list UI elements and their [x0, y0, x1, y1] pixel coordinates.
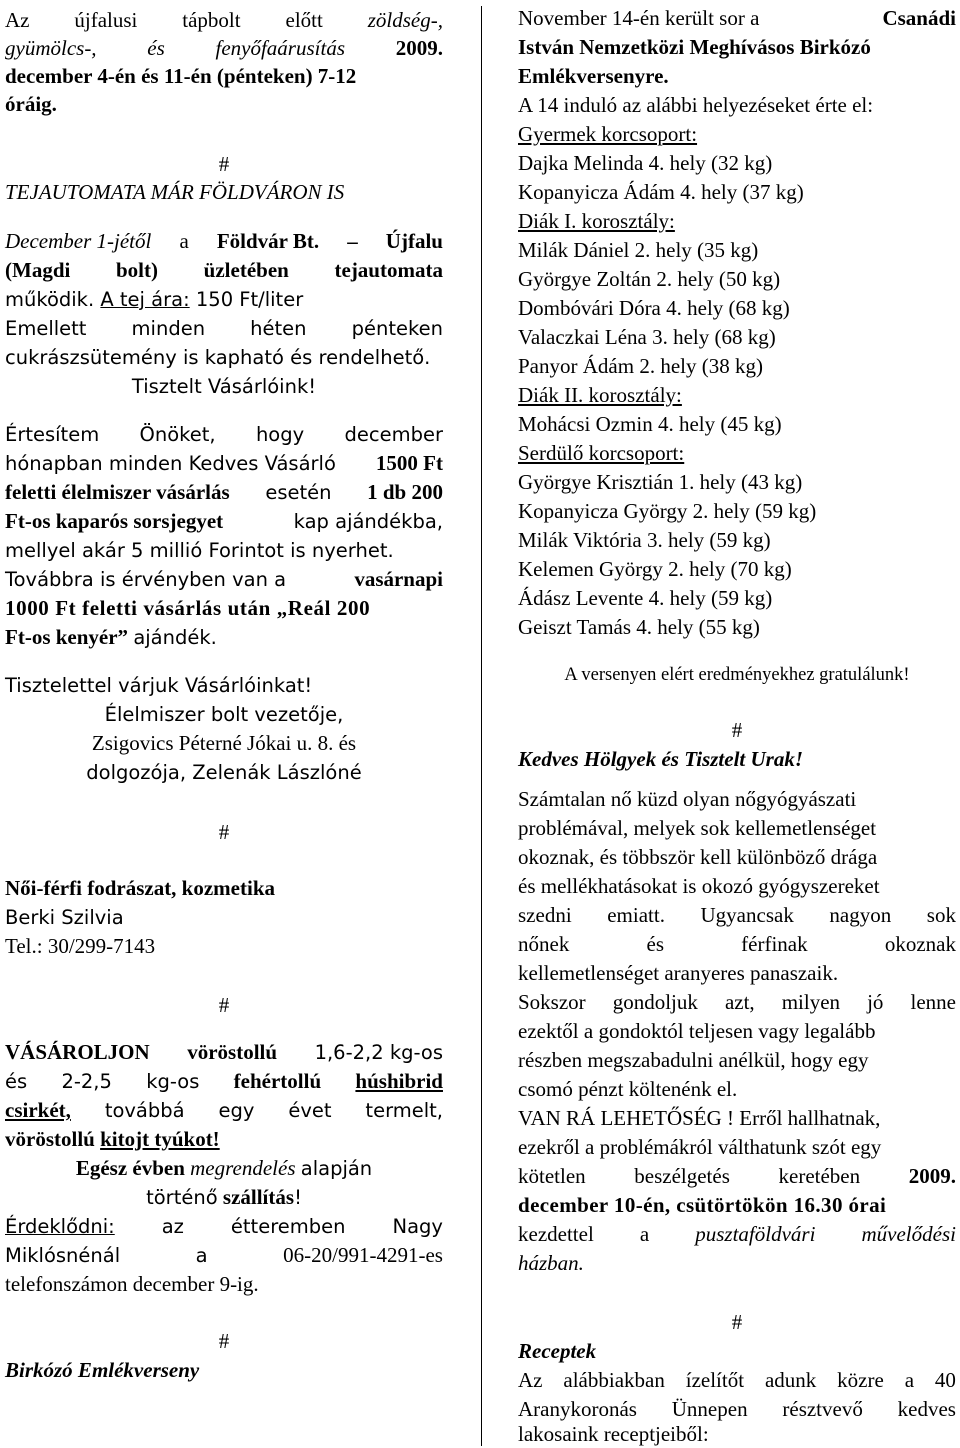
- separator: #: [218, 820, 230, 844]
- csirke-line-7: Érdeklődni: az étteremben Nagy: [5, 1215, 443, 1238]
- holgyek-line-2: problémával, melyek sok kellemetlenséget: [518, 816, 877, 840]
- separator: #: [731, 1310, 743, 1334]
- elelmiszer-line-7: 1000 Ft feletti vásárlás után „Reál 200: [5, 596, 371, 620]
- csirke-line-9: telefonszámon december 9-ig.: [5, 1272, 259, 1296]
- separator: #: [218, 1329, 230, 1353]
- result-row: Kelemen György 2. hely (70 kg): [518, 557, 792, 581]
- holgyek-line-3: okoznak, és többször kell különböző drága: [518, 845, 878, 869]
- birkozo-line-1: November 14-én került sor a Csanádi: [518, 6, 956, 30]
- holgyek-line-10: részben megszabadulni anélkül, hogy egy: [518, 1048, 869, 1072]
- tapbolt-line-3: december 4-én és 11-én (pénteken) 7-12: [5, 64, 357, 88]
- tej-line-6: Tisztelt Vásárlóink!: [131, 375, 317, 398]
- holgyek-line-9: ezektől a gondoktól teljesen vagy legalább: [518, 1019, 876, 1043]
- result-row: Milák Viktória 3. hely (59 kg): [518, 528, 771, 552]
- tej-line-4: Emellett minden héten pénteken: [5, 317, 443, 340]
- holgyek-line-7: kellemetlenséget aranyeres panaszaik.: [518, 961, 839, 985]
- category-heading: Diák II. korosztály:: [518, 383, 682, 407]
- birkozo-title: Birkózó Emlékverseny: [5, 1358, 200, 1382]
- result-row: Panyor Ádám 2. hely (38 kg): [518, 354, 763, 378]
- holgyek-line-14: kötetlen beszélgetés keretében 2009.: [518, 1164, 956, 1188]
- holgyek-line-15: december 10-én, csütörtökön 16.30 órai: [518, 1193, 887, 1217]
- receptek-line-2: Aranykoronás Ünnepen résztvevő kedves: [518, 1397, 956, 1421]
- result-row: Ádász Levente 4. hely (59 kg): [518, 586, 773, 610]
- receptek-line-1: Az alábbiakban ízelítőt adunk közre a 40: [518, 1368, 956, 1392]
- csirke-line-8: Miklósnénál a 06-20/991-4291-es: [5, 1243, 443, 1267]
- holgyek-line-6: nőnek és férfinak okoznak: [518, 932, 956, 956]
- holgyek-line-8: Sokszor gondoljuk azt, milyen jó lenne: [518, 990, 956, 1014]
- category-heading: Gyermek korcsoport:: [518, 122, 698, 146]
- result-row: Dajka Melinda 4. hely (32 kg): [518, 151, 773, 175]
- holgyek-line-1: Számtalan nő küzd olyan nőgyógyászati: [518, 787, 857, 811]
- holgyek-line-16: kezdettel a pusztaföldvári művelődési: [518, 1222, 956, 1246]
- csirke-line-1: VÁSÁROLJON vöröstollú 1,6-2,2 kg-os: [5, 1040, 443, 1064]
- elelmiszer-line-5: mellyel akár 5 millió Forintot is nyerhet.: [5, 539, 394, 562]
- separator: #: [218, 152, 230, 176]
- csirke-line-4: vöröstollú kitojt tyúkot!: [5, 1127, 220, 1151]
- elelmiszer-line-2: hónapban minden Kedves Vásárló 1500 Ft: [5, 451, 443, 475]
- tapbolt-line-4: óráig.: [5, 92, 57, 116]
- separator: #: [731, 718, 743, 742]
- elelmiszer-line-10: Élelmiszer bolt vezetője,: [104, 703, 344, 726]
- result-row: Györgye Krisztián 1. hely (43 kg): [518, 470, 803, 494]
- csirke-line-3: csirkét, továbbá egy évet termelt,: [5, 1098, 443, 1122]
- holgyek-line-4: és mellékhatásokat is okozó gyógyszereket: [518, 874, 880, 898]
- elelmiszer-line-6: Továbbra is érvényben van a vasárnapi: [5, 567, 443, 591]
- csirke-line-6: történő szállítás!: [146, 1185, 302, 1209]
- csirke-line-2: és 2-2,5 kg-os fehértollú húshibrid: [5, 1069, 443, 1093]
- elelmiszer-line-9: Tisztelettel várjuk Vásárlóinkat!: [5, 674, 313, 697]
- category-heading: Diák I. korosztály:: [518, 209, 675, 233]
- result-row: Mohácsi Ozmin 4. hely (45 kg): [518, 412, 782, 436]
- csirke-line-5: Egész évben megrendelés alapján: [75, 1156, 373, 1180]
- fodraszat-name: Berki Szilvia: [5, 906, 124, 929]
- congratulation-text: A versenyen elért eredményekhez gratulálunk!: [564, 665, 910, 685]
- result-row: Györgye Zoltán 2. hely (50 kg): [518, 267, 781, 291]
- elelmiszer-line-1: Értesítem Önöket, hogy december: [5, 423, 443, 446]
- elelmiszer-line-3: feletti élelmiszer vásárlás esetén 1 db 200: [5, 480, 443, 504]
- elelmiszer-line-11: Zsigovics Péterné Jókai u. 8. és: [91, 731, 357, 755]
- tej-line-3: működik. A tej ára: 150 Ft/liter: [5, 288, 304, 311]
- tej-line-1: December 1-jétől a Földvár Bt. – Újfalu: [5, 229, 443, 253]
- elelmiszer-line-8: Ft-os kenyér” ajándék.: [5, 625, 217, 649]
- tej-line-5: cukrászsütemény is kapható és rendelhető.: [5, 346, 431, 369]
- holgyek-line-13: ezekről a problémákról válthatunk szót egy: [518, 1135, 882, 1159]
- birkozo-line-3: Emlékversenyre.: [518, 64, 669, 88]
- receptek-title: Receptek: [518, 1339, 597, 1363]
- elelmiszer-line-12: dolgozója, Zelenák Lászlóné: [86, 761, 362, 784]
- holgyek-line-12: VAN RÁ LEHETŐSÉG ! Erről hallhatnak,: [518, 1106, 881, 1130]
- result-row: Valaczkai Léna 3. hely (68 kg): [518, 325, 776, 349]
- tapbolt-line-1: Az újfalusi tápbolt előtt zöldség-,: [5, 8, 443, 32]
- birkozo-line-4: A 14 induló az alábbi helyezéseket érte el:: [518, 93, 874, 117]
- tapbolt-line-2: gyümölcs-, és fenyőfaárusítás 2009.: [5, 36, 443, 60]
- holgyek-line-17: házban.: [518, 1251, 584, 1275]
- holgyek-line-11: csomó pénzt költenénk el.: [518, 1077, 738, 1101]
- holgyek-title: Kedves Hölgyek és Tisztelt Urak!: [518, 747, 804, 771]
- result-row: Milák Dániel 2. hely (35 kg): [518, 238, 759, 262]
- column-divider: [481, 6, 482, 1446]
- holgyek-line-5: szedni emiatt. Ugyancsak nagyon sok: [518, 903, 956, 927]
- separator: #: [218, 993, 230, 1017]
- category-heading: Serdülő korcsoport:: [518, 441, 685, 465]
- result-row: Dombóvári Dóra 4. hely (68 kg): [518, 296, 790, 320]
- elelmiszer-line-4: Ft-os kaparós sorsjegyet kap ajándékba,: [5, 509, 443, 533]
- fodraszat-title: Női-férfi fodrászat, kozmetika: [5, 876, 276, 900]
- fodraszat-phone: Tel.: 30/299-7143: [5, 934, 156, 958]
- tej-title: TEJAUTOMATA MÁR FÖLDVÁRON IS: [5, 180, 345, 204]
- birkozo-line-2: István Nemzetközi Meghívásos Birkózó: [518, 35, 871, 59]
- tej-line-2: (Magdi bolt) üzletében tejautomata: [5, 258, 443, 282]
- result-row: Kopanyicza Ádám 4. hely (37 kg): [518, 180, 804, 204]
- receptek-line-3: lakosaink receptjeiből:: [518, 1422, 709, 1446]
- result-row: Geiszt Tamás 4. hely (55 kg): [518, 615, 760, 639]
- result-row: Kopanyicza György 2. hely (59 kg): [518, 499, 817, 523]
